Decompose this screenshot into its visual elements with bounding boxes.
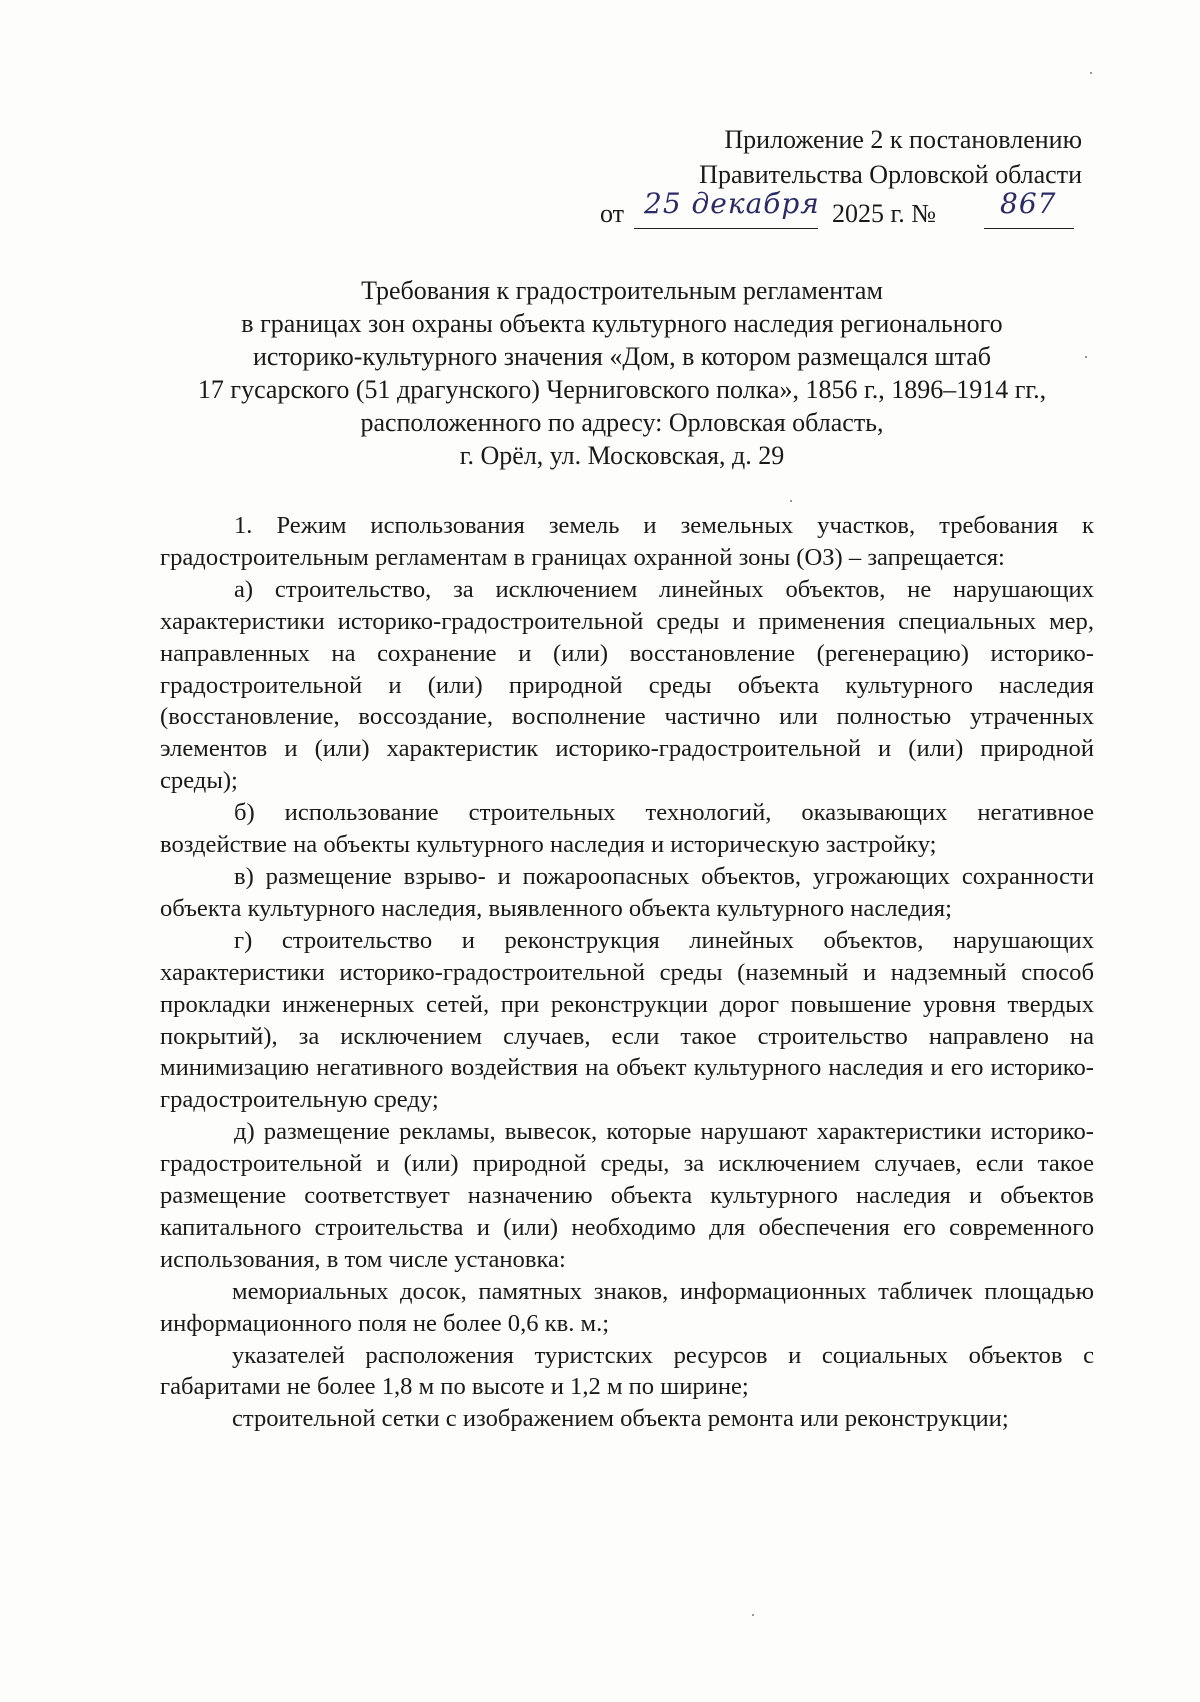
handwritten-number: 867 xyxy=(1000,187,1057,220)
scan-speck xyxy=(790,500,792,502)
number-underline xyxy=(984,228,1074,229)
title-line: расположенного по адресу: Орловская область, xyxy=(360,408,884,437)
item-g-paragraph: г) строительство и реконструкция линейных объектов, нарушающих характеристики историко-градостроительной среды (наземный и надземный способ прокладки инженерных сетей, при реконструкции дорог повышение уровня твердых покрытий), за исключением случаев, если такое строительство направлено на минимизацию негативного воздействия на объект культурного наследия и его историко-градостроительную среду; xyxy=(160,926,1094,1114)
scan-speck xyxy=(1090,72,1092,74)
title-line: историко-культурного значения «Дом, в котором размещался штаб xyxy=(253,342,991,371)
date-prefix: от xyxy=(600,199,625,228)
document-title xyxy=(150,274,1094,472)
title-line: в границах зон охраны объекта культурного наследия регионального xyxy=(241,309,1003,338)
title-line: г. Орёл, ул. Московская, д. 29 xyxy=(459,441,785,470)
item-v-paragraph: в) размещение взрыво- и пожароопасных объектов, угрожающих сохранности объекта культурного наследия, выявленного объекта культурного наследия; xyxy=(160,862,1094,922)
appendix-line-1: Приложение 2 к постановлению xyxy=(724,125,1082,154)
appendix-line-2: Правительства Орловской области xyxy=(699,160,1082,189)
scan-speck xyxy=(1085,356,1087,358)
document-body xyxy=(160,510,1094,1435)
scan-speck xyxy=(752,1614,754,1616)
handwritten-date: 25 декабря xyxy=(644,187,820,220)
section-1-paragraph: 1. Режим использования земель и земельных участков, требования к градостроительным регламентам в границах охранной зоны (ОЗ) – запрещается: xyxy=(160,512,1094,571)
sub-item-signposts: указателей расположения туристских ресурсов и социальных объектов с габаритами не более 1,8 м по высоте и 1,2 м по ширине; xyxy=(160,1341,1094,1401)
sub-item-construction-mesh: строительной сетки с изображением объекта ремонта или реконструкции; xyxy=(232,1405,1009,1433)
title-line: 17 гусарского (51 драгунского) Черниговского полка», 1856 г., 1896–1914 гг., xyxy=(197,375,1047,404)
item-a-paragraph: а) строительство, за исключением линейных объектов, не нарушающих характеристики историко-градостроительной среды и применения специальных мер, направленных на сохранение и (или) восстановление (регенерацию) историко- градостроительной и (или) природной среды объекта культурного наследия (восстановление, воссоздание, восполнение частично или полностью утраченных элементов и (или) характеристик историко-градостроительной и (или) природной среды); xyxy=(160,575,1094,795)
sub-item-memorial-plaques: мемориальных досок, памятных знаков, информационных табличек площадью информационного поля не более 0,6 кв. м.; xyxy=(160,1277,1094,1337)
date-underline xyxy=(634,228,818,229)
year-number-label: 2025 г. № xyxy=(832,199,937,228)
date-number-line xyxy=(600,187,1082,232)
item-b-paragraph: б) использование строительных технологий, оказывающих негативное воздействие на объекты культурного наследия и историческую застройку; xyxy=(160,799,1094,859)
title-line: Требования к градостроительным регламентам xyxy=(361,276,883,305)
appendix-header xyxy=(600,122,1082,232)
item-d-paragraph: д) размещение рекламы, вывесок, которые нарушают характеристики историко-градостроительной и (или) природной среды, за исключением случаев, если такое размещение соответствует назначению объекта культурного наследия и объектов капитального строительства и (или) необходимо для обеспечения его современного использования, в том числе установка: xyxy=(160,1118,1094,1273)
